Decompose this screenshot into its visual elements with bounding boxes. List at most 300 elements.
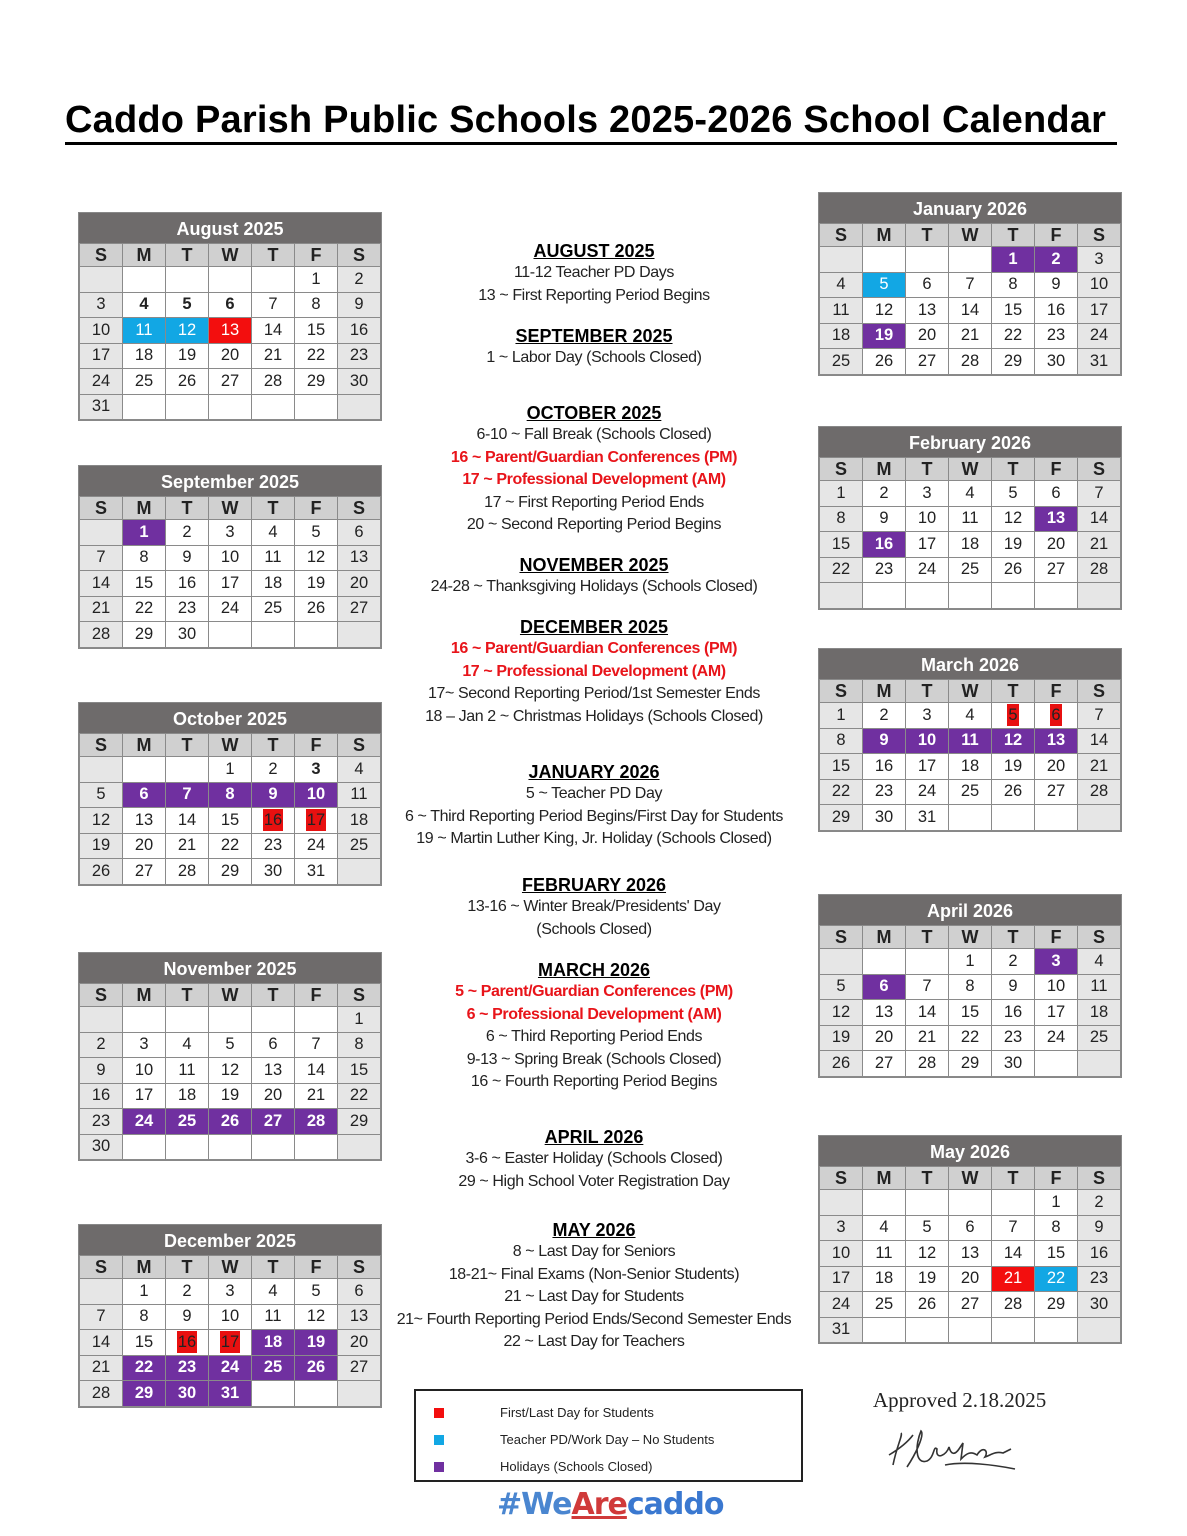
day-cell: 25: [820, 349, 863, 375]
weekday-header: W: [949, 1167, 992, 1190]
weekday-header: S: [1078, 1167, 1121, 1190]
day-cell: 22: [820, 779, 863, 805]
day-cell: 9: [863, 728, 906, 754]
day-cell: 13: [1035, 728, 1078, 754]
day-cell: 7: [80, 1304, 123, 1330]
month-title: January 2026: [819, 193, 1121, 223]
weekday-header: T: [252, 497, 295, 520]
day-cell: [906, 1190, 949, 1216]
day-cell: 1: [992, 247, 1035, 273]
day-cell: 2: [338, 267, 381, 293]
day-cell: 26: [992, 779, 1035, 805]
weekday-header: S: [1078, 458, 1121, 481]
day-cell: 17: [209, 1330, 252, 1356]
weekday-header: S: [338, 1256, 381, 1279]
weekday-header: S: [820, 680, 863, 703]
day-cell: [209, 1134, 252, 1160]
day-cell: 6: [338, 520, 381, 546]
day-cell: 9: [863, 506, 906, 532]
day-cell: 2: [166, 1279, 209, 1305]
day-cell: 8: [820, 506, 863, 532]
day-cell: 19: [863, 323, 906, 349]
day-cell: 4: [820, 272, 863, 298]
month-title: August 2025: [79, 213, 381, 243]
month-calendar: [78, 952, 382, 1161]
weekday-header: S: [1078, 926, 1121, 949]
day-cell: 28: [949, 349, 992, 375]
day-cell: 19: [295, 1330, 338, 1356]
day-cell: 28: [906, 1051, 949, 1077]
day-cell: 14: [295, 1058, 338, 1084]
day-cell: 12: [820, 1000, 863, 1026]
day-cell: 2: [252, 757, 295, 783]
day-cell: 5: [992, 481, 1035, 507]
day-cell: 18: [338, 808, 381, 834]
day-cell: 7: [992, 1215, 1035, 1241]
day-cell: 23: [1035, 323, 1078, 349]
day-cell: 20: [252, 1083, 295, 1109]
day-cell: 7: [80, 545, 123, 571]
day-cell: 22: [949, 1025, 992, 1051]
day-cell: 15: [338, 1058, 381, 1084]
day-cell: [949, 805, 992, 831]
day-cell: 3: [209, 520, 252, 546]
month-calendar: [818, 648, 1122, 832]
day-cell: [338, 859, 381, 885]
event-heading: AUGUST 2025: [533, 241, 655, 261]
day-cell: 24: [295, 833, 338, 859]
day-cell: 27: [863, 1051, 906, 1077]
day-cell: 15: [992, 298, 1035, 324]
day-cell: 19: [992, 532, 1035, 558]
day-cell: 18: [949, 754, 992, 780]
day-cell: [80, 267, 123, 293]
day-cell: 23: [166, 596, 209, 622]
day-cell: [166, 1134, 209, 1160]
day-cell: [992, 1190, 1035, 1216]
weekday-header: T: [992, 224, 1035, 247]
day-cell: 15: [123, 1330, 166, 1356]
day-cell: 15: [1035, 1241, 1078, 1267]
event-heading: APRIL 2026: [544, 1127, 644, 1147]
day-cell: [295, 1007, 338, 1033]
day-cell: 15: [949, 1000, 992, 1026]
day-cell: [295, 394, 338, 420]
signature: [885, 1425, 1020, 1480]
day-cell: 7: [1078, 481, 1121, 507]
month-title: April 2026: [819, 895, 1121, 925]
day-cell: [863, 583, 906, 609]
day-cell: 3: [1035, 949, 1078, 975]
day-cell: 16: [863, 754, 906, 780]
day-cell: 20: [338, 1330, 381, 1356]
weekday-header: F: [295, 1256, 338, 1279]
day-cell: 20: [949, 1266, 992, 1292]
day-cell: 14: [166, 808, 209, 834]
day-cell: 4: [252, 1279, 295, 1305]
day-cell: 4: [166, 1032, 209, 1058]
day-cell: 17: [80, 343, 123, 369]
month-title: March 2026: [819, 649, 1121, 679]
day-cell: 25: [1078, 1025, 1121, 1051]
event-item: 29 ~ High School Voter Registration Day: [458, 1172, 730, 1190]
day-cell: [80, 1279, 123, 1305]
day-cell: 27: [209, 369, 252, 395]
day-cell: 8: [295, 292, 338, 318]
event-heading: FEBRUARY 2026: [521, 875, 667, 895]
day-cell: [820, 247, 863, 273]
day-cell: 27: [1035, 557, 1078, 583]
day-cell: [1035, 1051, 1078, 1077]
day-cell: 21: [295, 1083, 338, 1109]
day-cell: 3: [295, 757, 338, 783]
event-item: 6 ~ Third Reporting Period Begins/First Day for Students: [405, 807, 783, 825]
day-cell: 30: [863, 805, 906, 831]
day-cell: [1078, 1051, 1121, 1077]
day-cell: 11: [1078, 974, 1121, 1000]
event-item: 1 ~ Labor Day (Schools Closed): [486, 349, 702, 367]
day-cell: 2: [863, 703, 906, 729]
day-cell: [123, 1134, 166, 1160]
event-item: 6 ~ Third Reporting Period Ends: [485, 1028, 703, 1046]
day-cell: 29: [123, 1381, 166, 1407]
day-cell: 16: [166, 571, 209, 597]
event-item: 17~ Second Reporting Period/1st Semester Ends: [428, 685, 760, 703]
day-cell: 31: [1078, 349, 1121, 375]
day-cell: 13: [209, 318, 252, 344]
day-cell: 11: [338, 782, 381, 808]
event-item: (Schools Closed): [536, 920, 652, 938]
day-cell: 10: [820, 1241, 863, 1267]
day-cell: 5: [295, 1279, 338, 1305]
weekday-header: S: [338, 244, 381, 267]
day-cell: 14: [949, 298, 992, 324]
day-cell: 28: [1078, 779, 1121, 805]
day-cell: 24: [123, 1109, 166, 1135]
day-cell: 5: [295, 520, 338, 546]
event-item: 21 ~ Last Day for Students: [504, 1288, 684, 1306]
day-cell: [863, 247, 906, 273]
day-cell: [209, 622, 252, 648]
day-cell: 23: [252, 833, 295, 859]
day-cell: 11: [252, 545, 295, 571]
day-cell: 14: [906, 1000, 949, 1026]
day-cell: [252, 622, 295, 648]
day-cell: 30: [166, 1381, 209, 1407]
day-cell: 12: [992, 728, 1035, 754]
event-heading: SEPTEMBER 2025: [515, 326, 673, 346]
day-cell: 30: [992, 1051, 1035, 1077]
day-cell: 5: [209, 1032, 252, 1058]
day-cell: 27: [949, 1292, 992, 1318]
day-cell: [123, 757, 166, 783]
day-cell: 3: [209, 1279, 252, 1305]
day-cell: 6: [252, 1032, 295, 1058]
day-cell: 17: [906, 754, 949, 780]
event-heading: MAY 2026: [552, 1220, 636, 1240]
day-cell: 8: [338, 1032, 381, 1058]
day-cell: [1078, 805, 1121, 831]
day-cell: [338, 1134, 381, 1160]
day-cell: 15: [209, 808, 252, 834]
weekday-header: T: [252, 1256, 295, 1279]
day-cell: 23: [80, 1109, 123, 1135]
weekday-header: T: [166, 984, 209, 1007]
weekday-header: T: [252, 244, 295, 267]
day-cell: [1078, 1317, 1121, 1343]
day-cell: 13: [338, 545, 381, 571]
weekday-header: T: [992, 458, 1035, 481]
day-cell: 16: [1078, 1241, 1121, 1267]
day-cell: [906, 1317, 949, 1343]
day-cell: 21: [949, 323, 992, 349]
day-cell: [949, 247, 992, 273]
weekday-header: F: [1035, 680, 1078, 703]
day-cell: 22: [123, 1355, 166, 1381]
day-cell: 28: [80, 1381, 123, 1407]
day-cell: 3: [820, 1215, 863, 1241]
day-cell: 31: [80, 394, 123, 420]
day-cell: 29: [338, 1109, 381, 1135]
weekday-header: T: [992, 680, 1035, 703]
weekday-header: T: [166, 497, 209, 520]
day-cell: 7: [949, 272, 992, 298]
day-cell: 25: [166, 1109, 209, 1135]
weekday-header: S: [338, 734, 381, 757]
day-cell: 17: [820, 1266, 863, 1292]
day-cell: 28: [295, 1109, 338, 1135]
day-cell: 12: [295, 1304, 338, 1330]
day-cell: 7: [906, 974, 949, 1000]
event-item: 21~ Fourth Reporting Period Ends/Second Semester Ends: [396, 1310, 792, 1328]
day-cell: 25: [123, 369, 166, 395]
event-item: 16 ~ Parent/Guardian Conferences (PM): [450, 640, 738, 658]
day-cell: 24: [209, 596, 252, 622]
day-cell: 30: [338, 369, 381, 395]
day-cell: 3: [123, 1032, 166, 1058]
event-section: [385, 874, 803, 941]
event-item: 24-28 ~ Thanksgiving Holidays (Schools Closed): [430, 578, 758, 596]
month-calendar: [78, 465, 382, 649]
weekday-header: M: [863, 224, 906, 247]
day-cell: 30: [252, 859, 295, 885]
day-cell: 14: [80, 1330, 123, 1356]
day-cell: 11: [820, 298, 863, 324]
event-section: [385, 554, 803, 599]
day-cell: 21: [80, 1355, 123, 1381]
weekday-header: W: [949, 224, 992, 247]
day-cell: 20: [1035, 532, 1078, 558]
weekday-header: M: [123, 497, 166, 520]
day-cell: 4: [863, 1215, 906, 1241]
event-item: 6 ~ Professional Development (AM): [466, 1005, 722, 1023]
day-cell: 9: [1078, 1215, 1121, 1241]
weekday-header: W: [949, 680, 992, 703]
weekday-header: F: [1035, 926, 1078, 949]
day-cell: [209, 394, 252, 420]
day-cell: 8: [123, 545, 166, 571]
day-cell: 29: [820, 805, 863, 831]
day-cell: [295, 1381, 338, 1407]
event-section: [385, 959, 803, 1093]
day-cell: 11: [123, 318, 166, 344]
event-item: 16 ~ Fourth Reporting Period Begins: [470, 1073, 718, 1091]
day-cell: 19: [80, 833, 123, 859]
day-cell: 17: [1035, 1000, 1078, 1026]
day-cell: 31: [906, 805, 949, 831]
weekday-header: T: [992, 1167, 1035, 1190]
day-cell: 26: [863, 349, 906, 375]
day-cell: [80, 1007, 123, 1033]
day-cell: [906, 949, 949, 975]
day-cell: 21: [992, 1266, 1035, 1292]
day-cell: 28: [1078, 557, 1121, 583]
day-cell: 3: [80, 292, 123, 318]
day-cell: [295, 622, 338, 648]
day-cell: 13: [863, 1000, 906, 1026]
day-cell: 26: [992, 557, 1035, 583]
day-cell: [80, 757, 123, 783]
weekday-header: S: [820, 224, 863, 247]
weekday-header: T: [252, 984, 295, 1007]
event-item: 8 ~ Last Day for Seniors: [512, 1243, 676, 1261]
day-cell: 3: [906, 481, 949, 507]
event-item: 19 ~ Martin Luther King, Jr. Holiday (Schools Closed): [416, 830, 772, 848]
event-item: 5 ~ Parent/Guardian Conferences (PM): [455, 983, 733, 1001]
day-cell: 16: [992, 1000, 1035, 1026]
day-cell: 27: [252, 1109, 295, 1135]
event-item: 17 ~ First Reporting Period Ends: [484, 493, 704, 511]
day-cell: [1035, 1317, 1078, 1343]
day-cell: 12: [906, 1241, 949, 1267]
day-cell: [949, 1190, 992, 1216]
day-cell: 11: [252, 1304, 295, 1330]
day-cell: [1035, 805, 1078, 831]
day-cell: 6: [863, 974, 906, 1000]
day-cell: [863, 1317, 906, 1343]
approved-date: Approved 2.18.2025: [873, 1388, 1047, 1412]
day-cell: 7: [295, 1032, 338, 1058]
event-heading: DECEMBER 2025: [519, 617, 669, 637]
day-cell: 13: [949, 1241, 992, 1267]
day-cell: 9: [80, 1058, 123, 1084]
day-cell: 25: [252, 596, 295, 622]
day-cell: 25: [949, 779, 992, 805]
day-cell: 31: [295, 859, 338, 885]
day-cell: 6: [338, 1279, 381, 1305]
day-cell: [820, 1190, 863, 1216]
weekday-header: S: [338, 497, 381, 520]
day-cell: 6: [1035, 481, 1078, 507]
day-cell: 13: [906, 298, 949, 324]
day-cell: 5: [166, 292, 209, 318]
day-cell: [863, 1190, 906, 1216]
day-cell: 13: [252, 1058, 295, 1084]
day-cell: 30: [1035, 349, 1078, 375]
day-cell: 22: [209, 833, 252, 859]
weekday-header: S: [820, 926, 863, 949]
day-cell: 12: [295, 545, 338, 571]
event-section: [385, 761, 803, 851]
day-cell: 29: [1035, 1292, 1078, 1318]
weekday-header: S: [1078, 680, 1121, 703]
day-cell: 10: [209, 1304, 252, 1330]
event-item: 18-21~ Final Exams (Non-Senior Students): [448, 1265, 740, 1283]
day-cell: [166, 394, 209, 420]
month-calendar: [818, 1135, 1122, 1344]
day-cell: 2: [992, 949, 1035, 975]
day-cell: 10: [1035, 974, 1078, 1000]
day-cell: 16: [252, 808, 295, 834]
day-cell: 25: [252, 1355, 295, 1381]
day-cell: [123, 267, 166, 293]
day-cell: 23: [863, 779, 906, 805]
day-cell: 27: [338, 1355, 381, 1381]
weekday-header: M: [123, 984, 166, 1007]
day-cell: 1: [209, 757, 252, 783]
event-section: [385, 1219, 803, 1353]
day-cell: 31: [820, 1317, 863, 1343]
day-cell: 26: [295, 596, 338, 622]
day-cell: 18: [1078, 1000, 1121, 1026]
day-cell: 10: [80, 318, 123, 344]
day-cell: 5: [906, 1215, 949, 1241]
day-cell: 28: [252, 369, 295, 395]
event-item: 11-12 Teacher PD Days: [514, 264, 674, 282]
day-cell: 10: [906, 728, 949, 754]
day-cell: 29: [123, 622, 166, 648]
day-cell: 18: [252, 1330, 295, 1356]
month-title: December 2025: [79, 1225, 381, 1255]
day-cell: 11: [949, 728, 992, 754]
day-cell: 16: [338, 318, 381, 344]
weekday-header: T: [166, 244, 209, 267]
day-cell: 7: [252, 292, 295, 318]
day-cell: 5: [80, 782, 123, 808]
event-item: 17 ~ Professional Development (AM): [462, 471, 726, 489]
day-cell: 21: [80, 596, 123, 622]
event-item: 17 ~ Professional Development (AM): [462, 662, 726, 680]
day-cell: 20: [209, 343, 252, 369]
day-cell: 27: [1035, 779, 1078, 805]
event-section: [385, 616, 803, 728]
weekday-header: T: [906, 680, 949, 703]
day-cell: 14: [1078, 728, 1121, 754]
month-calendar: [78, 212, 382, 421]
day-cell: 4: [338, 757, 381, 783]
weekday-header: S: [80, 497, 123, 520]
day-cell: [80, 520, 123, 546]
day-cell: 16: [166, 1330, 209, 1356]
day-cell: 19: [209, 1083, 252, 1109]
day-cell: 22: [338, 1083, 381, 1109]
day-cell: 14: [992, 1241, 1035, 1267]
day-cell: 29: [949, 1051, 992, 1077]
day-cell: 3: [906, 703, 949, 729]
weekday-header: M: [863, 680, 906, 703]
day-cell: 29: [992, 349, 1035, 375]
day-cell: 25: [949, 557, 992, 583]
day-cell: 13: [1035, 506, 1078, 532]
day-cell: 20: [1035, 754, 1078, 780]
day-cell: 8: [1035, 1215, 1078, 1241]
day-cell: 16: [863, 532, 906, 558]
day-cell: 19: [992, 754, 1035, 780]
blue-swatch-icon: [434, 1435, 444, 1445]
day-cell: 16: [80, 1083, 123, 1109]
day-cell: 16: [1035, 298, 1078, 324]
day-cell: 26: [80, 859, 123, 885]
